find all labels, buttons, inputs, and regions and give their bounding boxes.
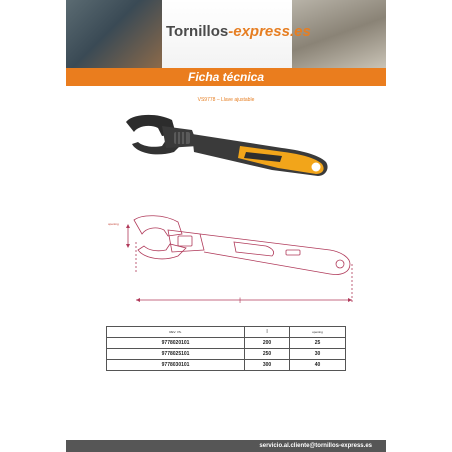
table-header: opening bbox=[289, 327, 345, 338]
table-header: REV. VS. bbox=[107, 327, 245, 338]
technical-sheet bbox=[66, 0, 386, 452]
brand-main: Tornillos bbox=[166, 23, 229, 40]
table-row bbox=[107, 360, 346, 371]
table-header-row bbox=[107, 327, 346, 338]
table-cell: 9778025101 bbox=[107, 349, 245, 360]
table-row bbox=[107, 349, 346, 360]
brand-logo[interactable] bbox=[166, 23, 311, 41]
wrench-photo bbox=[122, 112, 332, 184]
table-cell: 250 bbox=[245, 349, 290, 360]
table-cell: 9778020101 bbox=[107, 338, 245, 349]
wrench-technical-drawing bbox=[116, 212, 356, 310]
tools-photo bbox=[66, 0, 162, 68]
table-cell: 9778030101 bbox=[107, 360, 245, 371]
table-cell: 30 bbox=[289, 349, 345, 360]
length-symbol: l bbox=[239, 298, 241, 305]
product-subtitle: VS9778 – Llave ajustable bbox=[197, 97, 255, 103]
table-header: l bbox=[245, 327, 290, 338]
table-cell: 40 bbox=[289, 360, 345, 371]
brand-accent: -express.es bbox=[228, 23, 311, 40]
footer-bar bbox=[66, 440, 386, 452]
table-cell: 300 bbox=[245, 360, 290, 371]
table-cell: 25 bbox=[289, 338, 345, 349]
opening-label: opening bbox=[108, 222, 119, 226]
header-banner bbox=[66, 0, 386, 68]
page-title: Ficha técnica bbox=[187, 70, 265, 84]
table-cell: 200 bbox=[245, 338, 290, 349]
contact-email-link[interactable]: servicio.al.cliente@tornillos-express.es bbox=[259, 443, 372, 449]
spec-table bbox=[106, 326, 346, 371]
table-row bbox=[107, 338, 346, 349]
